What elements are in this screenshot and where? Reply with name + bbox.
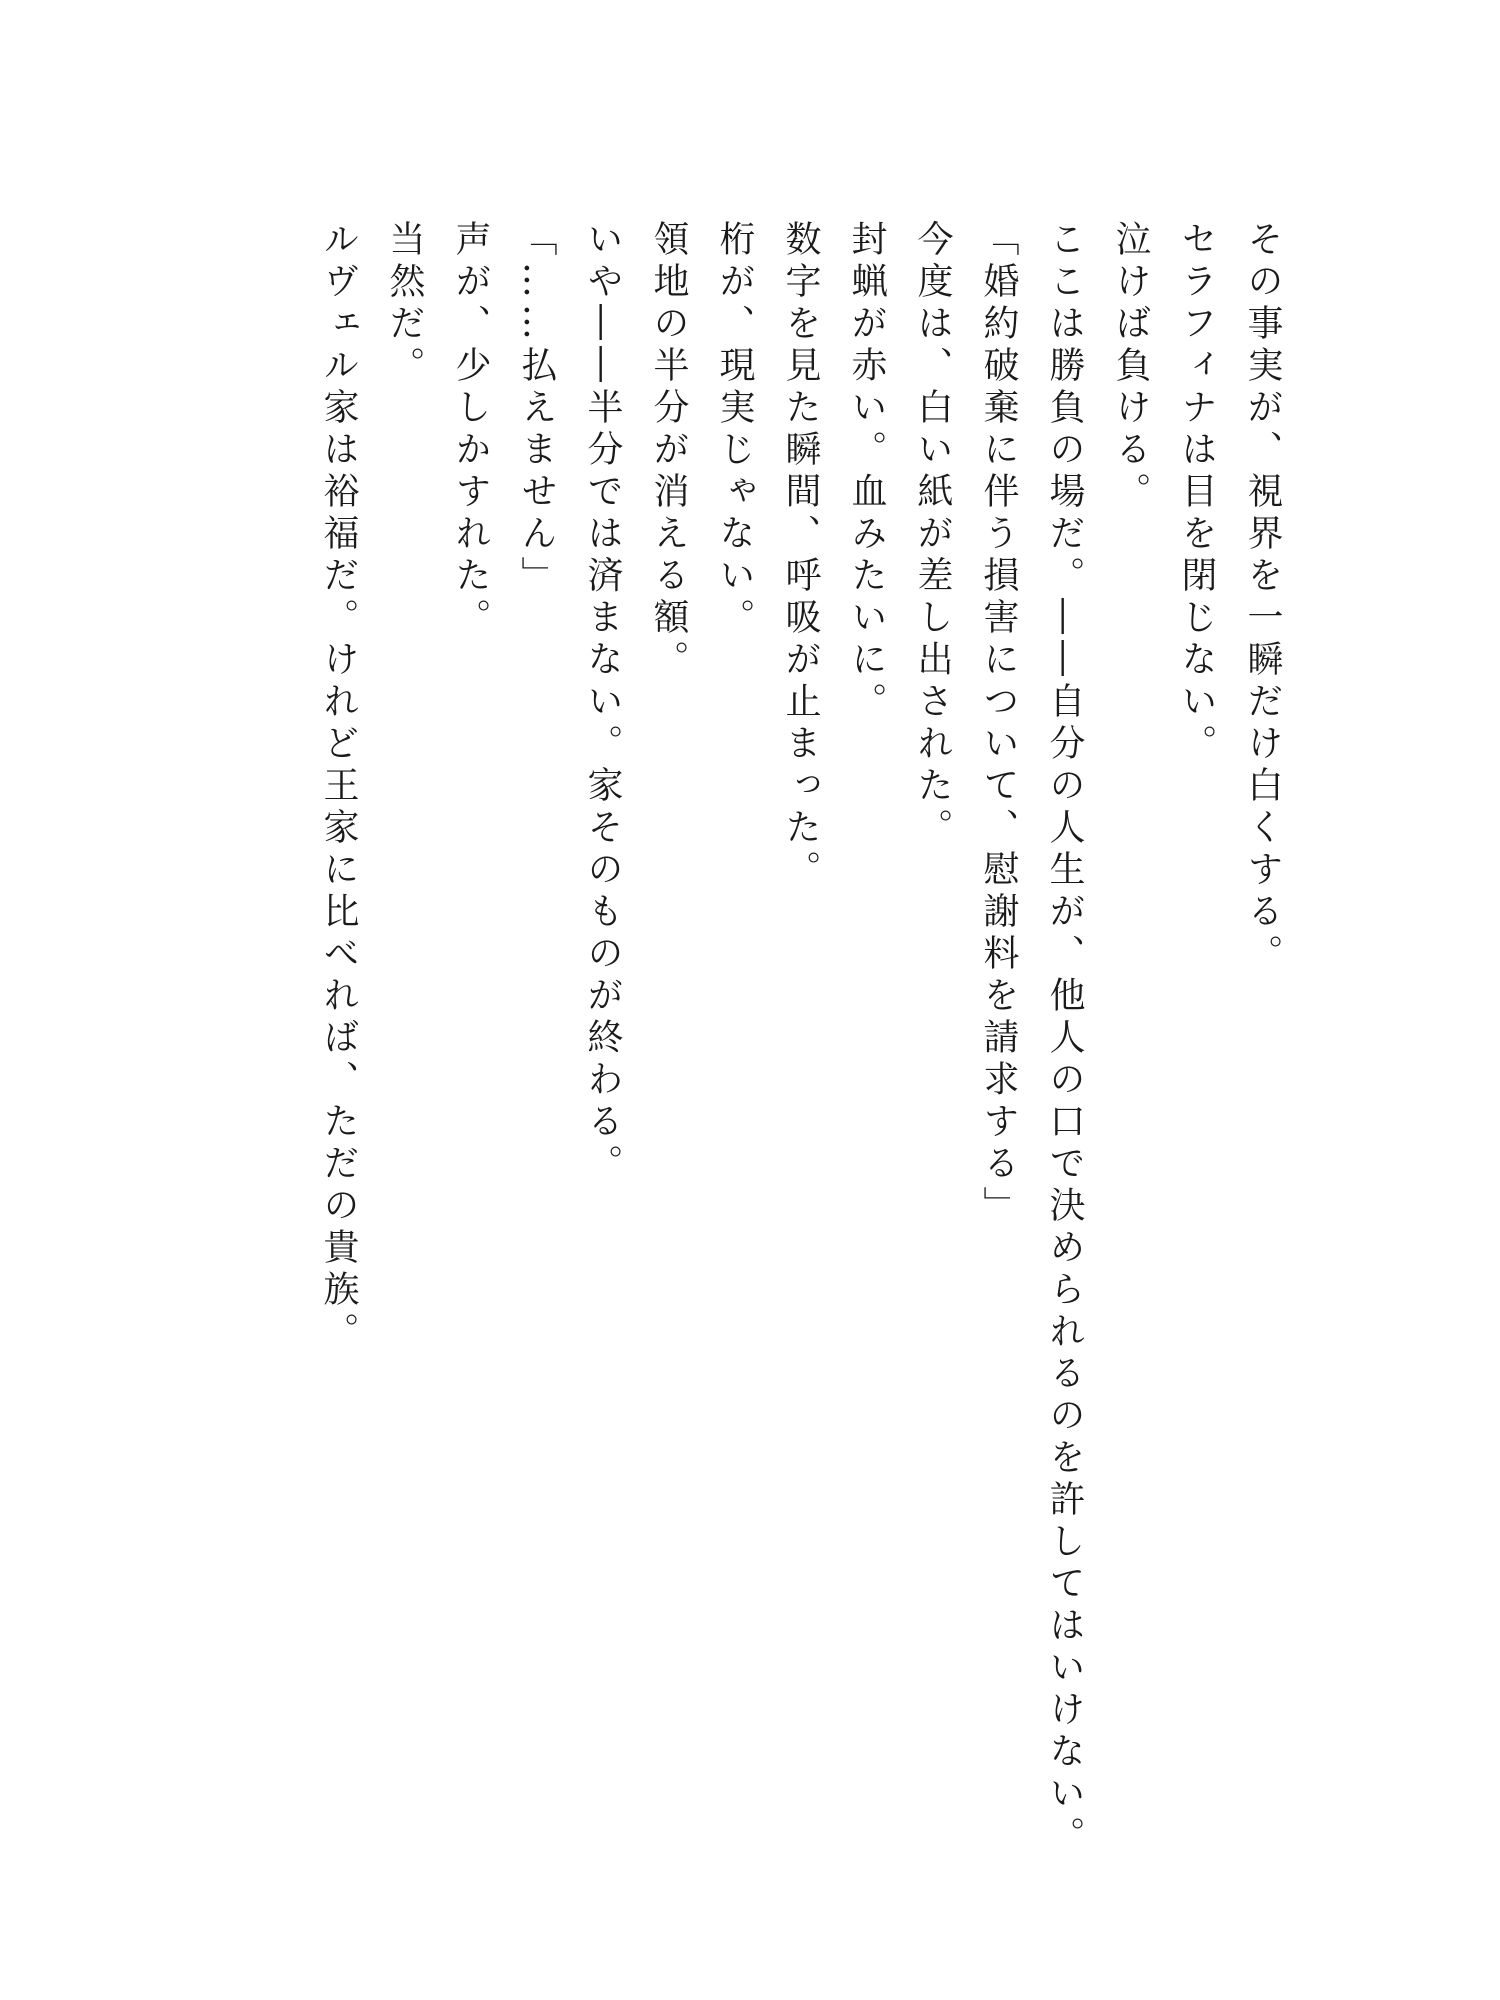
text-line-9: 桁が、現実じゃない。: [714, 220, 755, 640]
text-line-4: ここは勝負の場だ。――自分の人生が、他人の口で決められるのを許してはいけない。: [1044, 220, 1085, 1858]
text-line-12: 「……払えません」: [516, 220, 557, 598]
text-line-7: 封蝋が赤い。血みたいに。: [846, 220, 887, 724]
text-line-11: いや――半分では済まない。家そのものが終わる。: [582, 220, 623, 1186]
text-line-10: 領地の半分が消える額。: [648, 220, 689, 682]
vertical-text-block: [195, 220, 1295, 1858]
text-line-1: その事実が、視界を一瞬だけ白くする。: [1242, 220, 1283, 976]
text-line-15: ルヴェル家は裕福だ。けれど王家に比べれば、ただの貴族。: [318, 220, 359, 1354]
text-line-13: 声が、少しかすれた。: [450, 220, 491, 640]
text-line-6: 今度は、白い紙が差し出された。: [912, 220, 953, 850]
text-line-2: セラフィナは目を閉じない。: [1176, 220, 1217, 766]
text-line-3: 泣けば負ける。: [1110, 220, 1151, 514]
text-line-8: 数字を見た瞬間、呼吸が止まった。: [780, 220, 821, 892]
text-line-5: 「婚約破棄に伴う損害について、慰謝料を請求する」: [978, 220, 1019, 1228]
text-line-14: 当然だ。: [384, 220, 425, 388]
